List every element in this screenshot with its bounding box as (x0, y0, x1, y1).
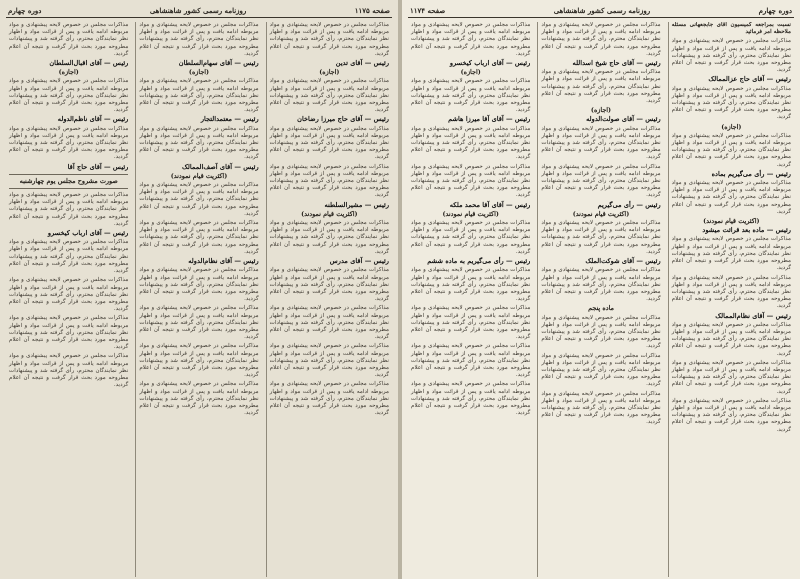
body-paragraph: مذاکرات مجلس در خصوص لایحه پیشنهادی و مواد مربوطه ادامه یافت و پس از قرائت مواد و اظهار نظر نمایندگان محترم، رأی گرفته شد و پیشنهادات مطروحه مورد بحث قرار گرفت و نتیجه آن اعلام گردید. (139, 220, 259, 255)
speaker-line: رئیس — رأی می‌گیریم بماده (711, 169, 791, 178)
left-page-header (6, 4, 392, 18)
speaker-line: رئیس — آقای ارباب کیخسرو (449, 59, 531, 68)
center-note: (اجازه) (58, 68, 79, 77)
body-paragraph: مذاکرات مجلس در خصوص لایحه پیشنهادی و مواد مربوطه ادامه یافت و پس از قرائت مواد و اظهار نظر نمایندگان محترم، رأی گرفته شد و پیشنهادات مطروحه مورد بحث قرار گرفت و نتیجه آن اعلام گردید. (139, 305, 259, 341)
right-page-header (408, 4, 794, 18)
speaker-line: رئیس — ماده بعد قرائت میشود (702, 226, 791, 235)
speaker-line: رئیس — آقای ارباب کیخسرو (47, 229, 129, 238)
right-col-2 (537, 22, 663, 577)
center-note: (اکثریت قیام نمودند) (442, 209, 499, 218)
body-paragraph: مذاکرات مجلس در خصوص لایحه پیشنهادی و مواد مربوطه ادامه یافت و پس از قرائت مواد و اظهار نظر نمایندگان محترم، رأی گرفته شد و پیشنهادات مطروحه مورد بحث قرار گرفت و نتیجه آن اعلام گردید. (541, 125, 661, 161)
body-paragraph: مذاکرات مجلس در خصوص لایحه پیشنهادی و مواد مربوطه ادامه یافت و پس از قرائت مواد و اظهار نظر نمایندگان محترم، رأی گرفته شد و پیشنهادات مطروحه مورد بحث قرار گرفت و نتیجه آن اعلام گردید. (671, 397, 791, 433)
body-paragraph: مذاکرات مجلس در خصوص لایحه پیشنهادی و مواد مربوطه ادامه یافت و پس از قرائت مواد و اظهار نظر نمایندگان محترم، رأی گرفته شد و پیشنهادات مطروحه مورد بحث قرار گرفت و نتیجه آن اعلام گردید. (269, 220, 389, 255)
body-paragraph: مذاکرات مجلس در خصوص لایحه پیشنهادی و مواد مربوطه ادامه یافت و پس از قرائت مواد و اظهار نظر نمایندگان محترم، رأی گرفته شد و پیشنهادات مطروحه مورد بحث قرار گرفت و نتیجه آن اعلام گردید. (411, 163, 531, 199)
right-page (402, 0, 800, 579)
right-page-issue: دوره چهارم (758, 5, 792, 15)
body-paragraph: مذاکرات مجلس در خصوص لایحه پیشنهادی و مواد مربوطه ادامه یافت و پس از قرائت مواد و اظهار نظر نمایندگان محترم، رأی گرفته شد و پیشنهادات مطروحه مورد بحث قرار گرفت و نتیجه آن اعلام گردید. (541, 69, 661, 105)
body-paragraph: مذاکرات مجلس در خصوص لایحه پیشنهادی و مواد مربوطه ادامه یافت و پس از قرائت مواد و اظهار نظر نمایندگان محترم، رأی گرفته شد و پیشنهادات مطروحه مورد بحث قرار گرفت و نتیجه آن اعلام گردید. (269, 125, 389, 161)
right-page-label: صفحه ۱۱۷۴ (410, 5, 446, 15)
center-note: (اجازه) (319, 68, 340, 77)
left-page (0, 0, 398, 579)
body-paragraph: مذاکرات مجلس در خصوص لایحه پیشنهادی و مواد مربوطه ادامه یافت و پس از قرائت مواد و اظهار نظر نمایندگان محترم، رأی گرفته شد و پیشنهادات مطروحه مورد بحث قرار گرفت و نتیجه آن اعلام گردید. (269, 22, 389, 57)
left-page-issue: دوره چهارم (8, 5, 42, 15)
center-note: ماده پنجم (588, 304, 614, 313)
speaker-line: رئیس — آقای اقبال‌السلطان (49, 59, 129, 68)
body-paragraph: مذاکرات مجلس در خصوص لایحه پیشنهادی و مواد مربوطه ادامه یافت و پس از قرائت مواد و اظهار نظر نمایندگان محترم، رأی گرفته شد و پیشنهادات مطروحه مورد بحث قرار گرفت و نتیجه آن اعلام گردید. (139, 381, 259, 417)
left-page-title: روزنامه رسمی کشور شاهنشاهی (149, 5, 247, 15)
speaker-line: رئیس — آقای حاج شیخ اسدالله (572, 59, 661, 68)
speaker-line: رئیس — آقای آقا میرزا هاشم (448, 115, 531, 124)
body-paragraph: مذاکرات مجلس در خصوص لایحه پیشنهادی و مواد مربوطه ادامه یافت و پس از قرائت مواد و اظهار نظر نمایندگان محترم، رأی گرفته شد و پیشنهادات مطروحه مورد بحث قرار گرفت و نتیجه آن اعلام گردید. (269, 267, 389, 303)
body-paragraph: مذاکرات مجلس در خصوص لایحه پیشنهادی و مواد مربوطه ادامه یافت و پس از قرائت مواد و اظهار نظر نمایندگان محترم، رأی گرفته شد و پیشنهادات مطروحه مورد بحث قرار گرفت و نتیجه آن اعلام گردید. (9, 277, 129, 313)
speaker-line: رئیس — آقای نظام‌الدوله (188, 257, 259, 266)
body-paragraph: مذاکرات مجلس در خصوص لایحه پیشنهادی و مواد مربوطه ادامه یافت و پس از قرائت مواد و اظهار نظر نمایندگان محترم، رأی گرفته شد و پیشنهادات مطروحه مورد بحث قرار گرفت و نتیجه آن اعلام گردید. (269, 381, 389, 417)
speaker-line: رئیس — آقای حاج عزالممالک (708, 75, 791, 84)
body-paragraph: مذاکرات مجلس در خصوص لایحه پیشنهادی و مواد مربوطه ادامه یافت و پس از قرائت مواد و اظهار نظر نمایندگان محترم، رأی گرفته شد و پیشنهادات مطروحه مورد بحث قرار گرفت و نتیجه آن اعلام گردید. (671, 85, 791, 121)
body-paragraph: مذاکرات مجلس در خصوص لایحه پیشنهادی و مواد مربوطه ادامه یافت و پس از قرائت مواد و اظهار نظر نمایندگان محترم، رأی گرفته شد و پیشنهادات مطروحه مورد بحث قرار گرفت و نتیجه آن اعلام گردید. (139, 182, 259, 217)
body-paragraph: مذاکرات مجلس در خصوص لایحه پیشنهادی و مواد مربوطه ادامه یافت و پس از قرائت مواد و اظهار نظر نمایندگان محترم، رأی گرفته شد و پیشنهادات مطروحه مورد بحث قرار گرفت و نتیجه آن اعلام گردید. (541, 352, 661, 388)
center-note: صورت مشروح مجلس یوم چهارشنبه (19, 176, 118, 185)
body-paragraph: مذاکرات مجلس در خصوص لایحه پیشنهادی و مواد مربوطه ادامه یافت و پس از قرائت مواد و اظهار نظر نمایندگان محترم، رأی گرفته شد و پیشنهادات مطروحه مورد بحث قرار گرفت و نتیجه آن اعلام گردید. (9, 353, 129, 389)
left-page-label: صفحه ۱۱۷۵ (354, 5, 390, 15)
speaker-line: رئیس — آقای آصف‌الممالک (181, 162, 259, 171)
body-paragraph: مذاکرات مجلس در خصوص لایحه پیشنهادی و مواد مربوطه ادامه یافت و پس از قرائت مواد و اظهار نظر نمایندگان محترم، رأی گرفته شد و پیشنهادات مطروحه مورد بحث قرار گرفت و نتیجه آن اعلام گردید. (671, 180, 791, 215)
speaker-line: رئیس — آقای سهام‌السلطان (178, 59, 259, 68)
speaker-line: رئیس — آقای حاج میرزا رضاخان (297, 115, 389, 124)
center-note: (اکثریت قیام نمودند) (170, 171, 228, 180)
body-paragraph: مذاکرات مجلس در خصوص لایحه پیشنهادی و مواد مربوطه ادامه یافت و پس از قرائت مواد و اظهار نظر نمایندگان محترم، رأی گرفته شد و پیشنهادات مطروحه مورد بحث قرار گرفت و نتیجه آن اعلام گردید. (671, 274, 791, 310)
body-paragraph: مذاکرات مجلس در خصوص لایحه پیشنهادی و مواد مربوطه ادامه یافت و پس از قرائت مواد و اظهار نظر نمایندگان محترم، رأی گرفته شد و پیشنهادات مطروحه مورد بحث قرار گرفت و نتیجه آن اعلام گردید. (671, 132, 791, 168)
right-page-title: روزنامه رسمی کشور شاهنشاهی (553, 5, 651, 15)
speaker-line: رئیس — آقای آقا محمد ملکه (449, 200, 531, 209)
body-paragraph: مذاکرات مجلس در خصوص لایحه پیشنهادی و مواد مربوطه ادامه یافت و پس از قرائت مواد و اظهار نظر نمایندگان محترم، رأی گرفته شد و پیشنهادات مطروحه مورد بحث قرار گرفت و نتیجه آن اعلام گردید. (411, 125, 531, 161)
body-paragraph: مذاکرات مجلس در خصوص لایحه پیشنهادی و مواد مربوطه ادامه یافت و پس از قرائت مواد و اظهار نظر نمایندگان محترم، رأی گرفته شد و پیشنهادات مطروحه مورد بحث قرار گرفت و نتیجه آن اعلام گردید. (671, 321, 791, 357)
speaker-line: رئیس — آقای ناظم‌الدوله (57, 115, 129, 124)
body-paragraph: مذاکرات مجلس در خصوص لایحه پیشنهادی و مواد مربوطه ادامه یافت و پس از قرائت مواد و اظهار نظر نمایندگان محترم، رأی گرفته شد و پیشنهادات مطروحه مورد بحث قرار گرفت و نتیجه آن اعلام گردید. (269, 343, 389, 379)
right-col-3 (408, 22, 533, 577)
center-note: (اکثریت قیام نمودند) (572, 209, 630, 218)
center-note: (اجازه) (188, 68, 210, 77)
speaker-line: رئیس — آقای مدرس (329, 257, 389, 266)
body-paragraph: مذاکرات مجلس در خصوص لایحه پیشنهادی و مواد مربوطه ادامه یافت و پس از قرائت مواد و اظهار نظر نمایندگان محترم، رأی گرفته شد و پیشنهادات مطروحه مورد بحث قرار گرفت و نتیجه آن اعلام گردید. (139, 78, 259, 114)
body-paragraph: مذاکرات مجلس در خصوص لایحه پیشنهادی و مواد مربوطه ادامه یافت و پس از قرائت مواد و اظهار نظر نمایندگان محترم، رأی گرفته شد و پیشنهادات مطروحه مورد بحث قرار گرفت و نتیجه آن اعلام گردید. (269, 78, 389, 114)
right-page-columns (408, 22, 794, 577)
body-paragraph: مذاکرات مجلس در خصوص لایحه پیشنهادی و مواد مربوطه ادامه یافت و پس از قرائت مواد و اظهار نظر نمایندگان محترم، رأی گرفته شد و پیشنهادات مطروحه مورد بحث قرار گرفت و نتیجه آن اعلام گردید. (411, 78, 531, 114)
body-paragraph: مذاکرات مجلس در خصوص لایحه پیشنهادی و مواد مربوطه ادامه یافت و پس از قرائت مواد و اظهار نظر نمایندگان محترم، رأی گرفته شد و پیشنهادات مطروحه مورد بحث قرار گرفت و نتیجه آن اعلام گردید. (411, 22, 531, 57)
body-paragraph: مذاکرات مجلس در خصوص لایحه پیشنهادی و مواد مربوطه ادامه یافت و پس از قرائت مواد و اظهار نظر نمایندگان محترم، رأی گرفته شد و پیشنهادات مطروحه مورد بحث قرار گرفت و نتیجه آن اعلام گردید. (9, 78, 129, 114)
body-paragraph: مذاکرات مجلس در خصوص لایحه پیشنهادی و مواد مربوطه ادامه یافت و پس از قرائت مواد و اظهار نظر نمایندگان محترم، رأی گرفته شد و پیشنهادات مطروحه مورد بحث قرار گرفت و نتیجه آن اعلام گردید. (541, 314, 661, 350)
speaker-line: رئیس — رأی می‌گیریم به ماده ششم (427, 257, 531, 266)
center-note: (اجازه) (590, 106, 612, 115)
section-divider (9, 174, 128, 175)
center-note: (اکثریت قیام نمودند) (703, 217, 760, 226)
speaker-line: رئیس — معتمدالتجار (200, 115, 259, 124)
body-paragraph: مذاکرات مجلس در خصوص لایحه پیشنهادی و مواد مربوطه ادامه یافت و پس از قرائت مواد و اظهار نظر نمایندگان محترم، رأی گرفته شد و پیشنهادات مطروحه مورد بحث قرار گرفت و نتیجه آن اعلام گردید. (139, 22, 259, 57)
body-paragraph: مذاکرات مجلس در خصوص لایحه پیشنهادی و مواد مربوطه ادامه یافت و پس از قرائت مواد و اظهار نظر نمایندگان محترم، رأی گرفته شد و پیشنهادات مطروحه مورد بحث قرار گرفت و نتیجه آن اعلام گردید. (269, 305, 389, 341)
speaker-line: رئیس — رأی می‌گیریم (597, 200, 661, 209)
body-paragraph: مذاکرات مجلس در خصوص لایحه پیشنهادی و مواد مربوطه ادامه یافت و پس از قرائت مواد و اظهار نظر نمایندگان محترم، رأی گرفته شد و پیشنهادات مطروحه مورد بحث قرار گرفت و نتیجه آن اعلام گردید. (139, 343, 259, 379)
body-paragraph: مذاکرات مجلس در خصوص لایحه پیشنهادی و مواد مربوطه ادامه یافت و پس از قرائت مواد و اظهار نظر نمایندگان محترم، رأی گرفته شد و پیشنهادات مطروحه مورد بحث قرار گرفت و نتیجه آن اعلام گردید. (541, 163, 661, 199)
body-paragraph: مذاکرات مجلس در خصوص لایحه پیشنهادی و مواد مربوطه ادامه یافت و پس از قرائت مواد و اظهار نظر نمایندگان محترم، رأی گرفته شد و پیشنهادات مطروحه مورد بحث قرار گرفت و نتیجه آن اعلام گردید. (541, 390, 661, 426)
body-paragraph: مذاکرات مجلس در خصوص لایحه پیشنهادی و مواد مربوطه ادامه یافت و پس از قرائت مواد و اظهار نظر نمایندگان محترم، رأی گرفته شد و پیشنهادات مطروحه مورد بحث قرار گرفت و نتیجه آن اعلام گردید. (411, 381, 531, 417)
body-paragraph: مذاکرات مجلس در خصوص لایحه پیشنهادی و مواد مربوطه ادامه یافت و پس از قرائت مواد و اظهار نظر نمایندگان محترم، رأی گرفته شد و پیشنهادات مطروحه مورد بحث قرار گرفت و نتیجه آن اعلام گردید. (671, 236, 791, 272)
speaker-line: رئیس — آقای صولت‌الدوله (586, 115, 661, 124)
speaker-line: رئیس — آقای تدین (335, 59, 389, 68)
body-paragraph: مذاکرات مجلس در خصوص لایحه پیشنهادی و مواد مربوطه ادامه یافت و پس از قرائت مواد و اظهار نظر نمایندگان محترم، رأی گرفته شد و پیشنهادات مطروحه مورد بحث قرار گرفت و نتیجه آن اعلام گردید. (541, 267, 661, 303)
body-paragraph: مذاکرات مجلس در خصوص لایحه پیشنهادی و مواد مربوطه ادامه یافت و پس از قرائت مواد و اظهار نظر نمایندگان محترم، رأی گرفته شد و پیشنهادات مطروحه مورد بحث قرار گرفت و نتیجه آن اعلام گردید. (9, 22, 129, 57)
right-col1-lead: نسبت بمراجعه کمیسیون آقای جابجعهانی مسئله ملاحظه امر فرمائید (671, 22, 791, 36)
right-col-1 (668, 22, 794, 577)
body-paragraph: مذاکرات مجلس در خصوص لایحه پیشنهادی و مواد مربوطه ادامه یافت و پس از قرائت مواد و اظهار نظر نمایندگان محترم، رأی گرفته شد و پیشنهادات مطروحه مورد بحث قرار گرفت و نتیجه آن اعلام گردید. (9, 315, 129, 351)
section-divider (9, 188, 128, 189)
speaker-line: رئیس — آقای نظام‌الممالک (715, 311, 791, 320)
body-paragraph: مذاکرات مجلس در خصوص لایحه پیشنهادی و مواد مربوطه ادامه یافت و پس از قرائت مواد و اظهار نظر نمایندگان محترم، رأی گرفته شد و پیشنهادات مطروحه مورد بحث قرار گرفت و نتیجه آن اعلام گردید. (139, 125, 259, 161)
left-col-1 (266, 22, 392, 577)
speaker-line: رئیس — آقای حاج آقا (67, 162, 129, 171)
center-note: (اجازه) (721, 122, 742, 131)
body-paragraph: مذاکرات مجلس در خصوص لایحه پیشنهادی و مواد مربوطه ادامه یافت و پس از قرائت مواد و اظهار نظر نمایندگان محترم، رأی گرفته شد و پیشنهادات مطروحه مورد بحث قرار گرفت و نتیجه آن اعلام گردید. (411, 343, 531, 379)
left-col-2 (135, 22, 261, 577)
center-note: (اجازه) (460, 68, 481, 77)
body-paragraph: مذاکرات مجلس در خصوص لایحه پیشنهادی و مواد مربوطه ادامه یافت و پس از قرائت مواد و اظهار نظر نمایندگان محترم، رأی گرفته شد و پیشنهادات مطروحه مورد بحث قرار گرفت و نتیجه آن اعلام گردید. (411, 305, 531, 341)
body-paragraph: مذاکرات مجلس در خصوص لایحه پیشنهادی و مواد مربوطه ادامه یافت و پس از قرائت مواد و اظهار نظر نمایندگان محترم، رأی گرفته شد و پیشنهادات مطروحه مورد بحث قرار گرفت و نتیجه آن اعلام گردید. (411, 267, 531, 303)
body-paragraph: مذاکرات مجلس در خصوص لایحه پیشنهادی و مواد مربوطه ادامه یافت و پس از قرائت مواد و اظهار نظر نمایندگان محترم، رأی گرفته شد و پیشنهادات مطروحه مورد بحث قرار گرفت و نتیجه آن اعلام گردید. (9, 239, 129, 275)
body-paragraph: مذاکرات مجلس در خصوص لایحه پیشنهادی و مواد مربوطه ادامه یافت و پس از قرائت مواد و اظهار نظر نمایندگان محترم، رأی گرفته شد و پیشنهادات مطروحه مورد بحث قرار گرفت و نتیجه آن اعلام گردید. (269, 163, 389, 199)
body-paragraph: مذاکرات مجلس در خصوص لایحه پیشنهادی و مواد مربوطه ادامه یافت و پس از قرائت مواد و اظهار نظر نمایندگان محترم، رأی گرفته شد و پیشنهادات مطروحه مورد بحث قرار گرفت و نتیجه آن اعلام گردید. (541, 22, 661, 57)
center-note: (اکثریت قیام نمودند) (301, 209, 358, 218)
left-page-columns (6, 22, 392, 577)
body-paragraph: مذاکرات مجلس در خصوص لایحه پیشنهادی و مواد مربوطه ادامه یافت و پس از قرائت مواد و اظهار نظر نمایندگان محترم، رأی گرفته شد و پیشنهادات مطروحه مورد بحث قرار گرفت و نتیجه آن اعلام گردید. (9, 192, 129, 227)
speaker-line: رئیس — آقای شوکت‌الملک (585, 257, 661, 266)
body-paragraph: مذاکرات مجلس در خصوص لایحه پیشنهادی و مواد مربوطه ادامه یافت و پس از قرائت مواد و اظهار نظر نمایندگان محترم، رأی گرفته شد و پیشنهادات مطروحه مورد بحث قرار گرفت و نتیجه آن اعلام گردید. (411, 220, 531, 255)
body-paragraph: مذاکرات مجلس در خصوص لایحه پیشنهادی و مواد مربوطه ادامه یافت و پس از قرائت مواد و اظهار نظر نمایندگان محترم، رأی گرفته شد و پیشنهادات مطروحه مورد بحث قرار گرفت و نتیجه آن اعلام گردید. (671, 359, 791, 395)
body-paragraph: مذاکرات مجلس در خصوص لایحه پیشنهادی و مواد مربوطه ادامه یافت و پس از قرائت مواد و اظهار نظر نمایندگان محترم، رأی گرفته شد و پیشنهادات مطروحه مورد بحث قرار گرفت و نتیجه آن اعلام گردید. (671, 38, 791, 74)
body-paragraph: مذاکرات مجلس در خصوص لایحه پیشنهادی و مواد مربوطه ادامه یافت و پس از قرائت مواد و اظهار نظر نمایندگان محترم، رأی گرفته شد و پیشنهادات مطروحه مورد بحث قرار گرفت و نتیجه آن اعلام گردید. (139, 267, 259, 303)
left-col-3 (6, 22, 131, 577)
body-paragraph: مذاکرات مجلس در خصوص لایحه پیشنهادی و مواد مربوطه ادامه یافت و پس از قرائت مواد و اظهار نظر نمایندگان محترم، رأی گرفته شد و پیشنهادات مطروحه مورد بحث قرار گرفت و نتیجه آن اعلام گردید. (541, 220, 661, 255)
speaker-line: رئیس — مشیرالسلطنه (324, 200, 389, 209)
body-paragraph: مذاکرات مجلس در خصوص لایحه پیشنهادی و مواد مربوطه ادامه یافت و پس از قرائت مواد و اظهار نظر نمایندگان محترم، رأی گرفته شد و پیشنهادات مطروحه مورد بحث قرار گرفت و نتیجه آن اعلام گردید. (9, 125, 129, 161)
